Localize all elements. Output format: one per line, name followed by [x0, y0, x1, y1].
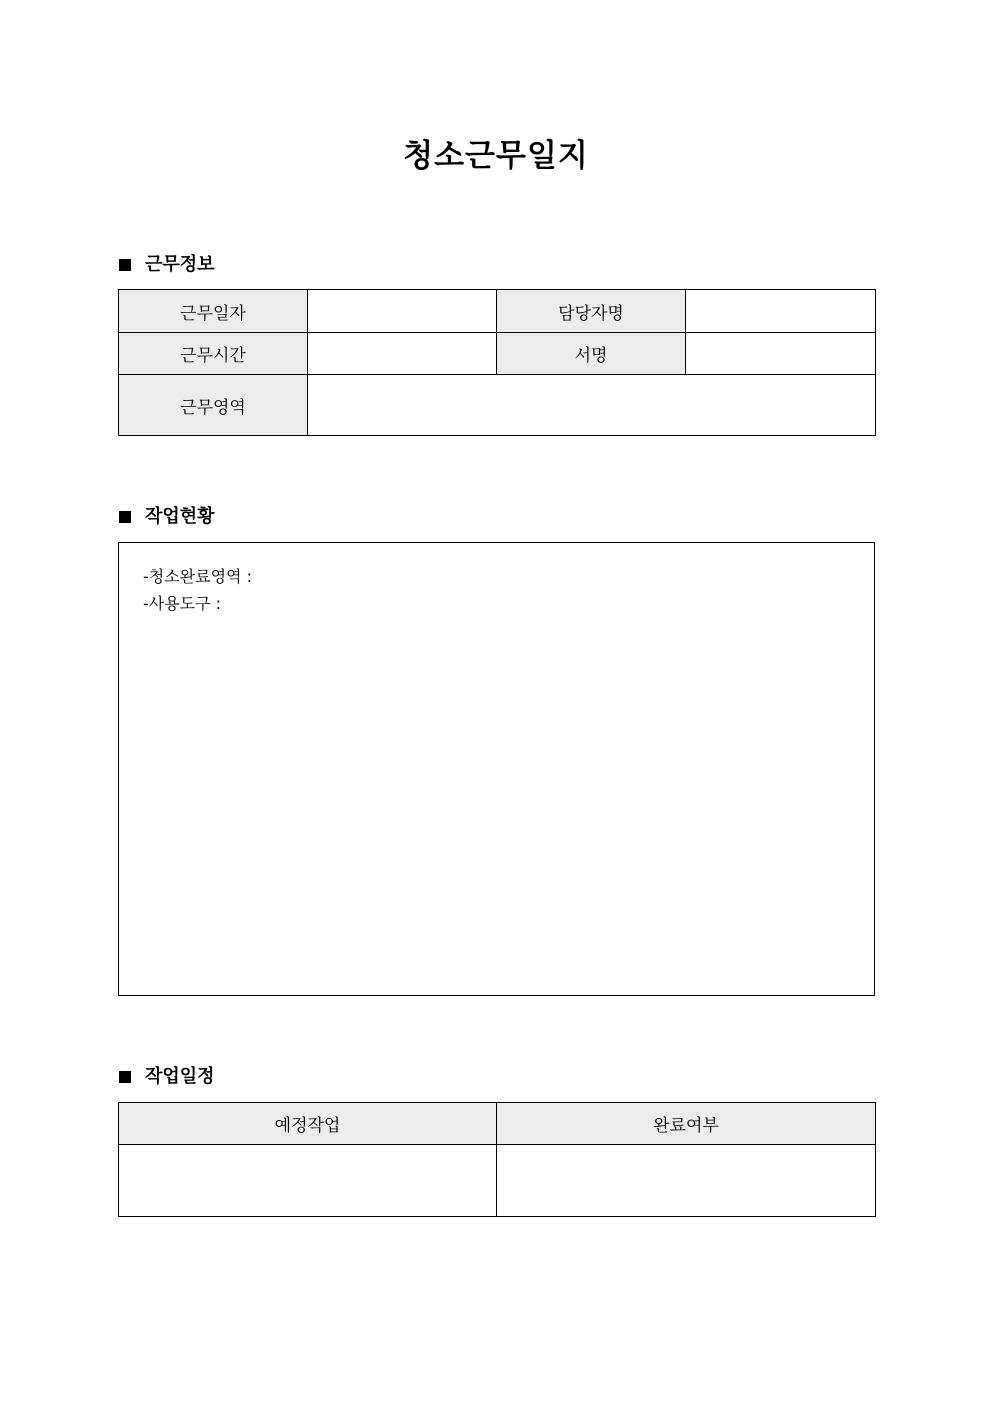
manager-name-field[interactable]	[686, 290, 876, 333]
work-area-label: 근무영역	[119, 375, 308, 436]
completion-status-cell[interactable]	[497, 1145, 876, 1217]
section-heading-label: 작업일정	[145, 1066, 215, 1087]
completion-status-header: 완료여부	[497, 1103, 876, 1145]
square-bullet-icon	[119, 511, 131, 523]
planned-task-header: 예정작업	[119, 1103, 497, 1145]
work-date-label: 근무일자	[119, 290, 308, 333]
tools-used-line: -사용도구 :	[143, 594, 222, 613]
table-row	[119, 1145, 876, 1217]
square-bullet-icon	[119, 1071, 131, 1083]
work-time-field[interactable]	[308, 333, 497, 375]
work-area-field[interactable]	[308, 375, 876, 436]
signature-label: 서명	[497, 333, 686, 375]
section-heading-work-status	[119, 505, 215, 529]
work-status-box[interactable]	[118, 542, 875, 996]
signature-field[interactable]	[686, 333, 876, 375]
manager-name-label: 담당자명	[497, 290, 686, 333]
table-row	[119, 290, 876, 333]
table-row	[119, 375, 876, 436]
table-header-row	[119, 1103, 876, 1145]
section-heading-work-schedule	[119, 1065, 215, 1089]
section-heading-label: 근무정보	[145, 254, 215, 275]
table-row	[119, 333, 876, 375]
square-bullet-icon	[119, 259, 131, 271]
section-heading-work-info	[119, 253, 215, 277]
work-time-label: 근무시간	[119, 333, 308, 375]
section-heading-label: 작업현황	[145, 506, 215, 527]
completed-area-line: -청소완료영역 :	[143, 567, 252, 586]
work-date-field[interactable]	[308, 290, 497, 333]
page-title: 청소근무일지	[403, 138, 589, 174]
work-schedule-table	[118, 1102, 876, 1217]
planned-task-cell[interactable]	[119, 1145, 497, 1217]
work-info-table	[118, 289, 876, 436]
